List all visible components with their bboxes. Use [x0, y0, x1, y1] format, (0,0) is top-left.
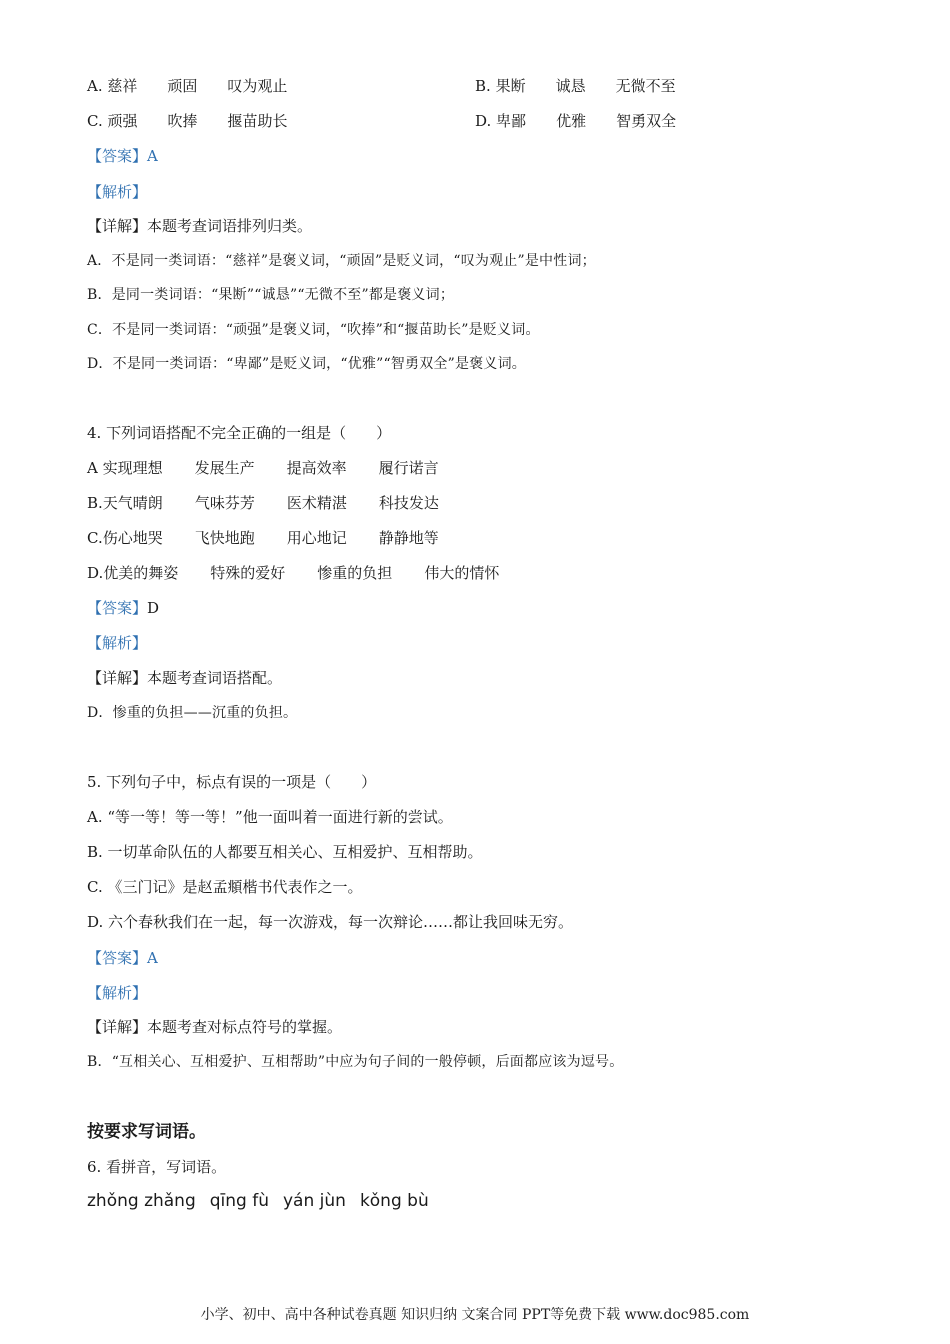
q4-option-d: D.优美的舞姿 特殊的爱好 惨重的负担 伟大的情怀 — [87, 564, 500, 582]
q5-option-a: A. “等一等！等一等！”他一面叫着一面进行新的尝试。 — [87, 808, 453, 826]
q5-option-d: D. 六个春秋我们在一起，每一次游戏，每一次辩论……都让我回味无穷。 — [87, 913, 574, 931]
q6-question: 6. 看拼音，写词语。 — [87, 1158, 227, 1176]
q5-option-c: C. 《三门记》是赵孟頫楷书代表作之一。 — [87, 878, 363, 896]
q4-option-b: B.天气晴朗 气味芬芳 医术精湛 科技发达 — [87, 494, 439, 512]
q5-explanation-b: B．“互相关心、互相爱护、互相帮助”中应为句子间的一般停顿，后面都应该为逗号。 — [87, 1054, 624, 1070]
q5-answer: 【答案】A — [87, 949, 158, 967]
page-footer: 小学、初中、高中各种试卷真题 知识归纳 文案合同 PPT等免费下载 www.doc985.com — [200, 1307, 750, 1323]
q3-answer — [87, 146, 158, 166]
q5-option-b: B. 一切革命队伍的人都要互相关心、互相爱护、互相帮助。 — [87, 843, 483, 861]
q4-analysis: 【解析】 — [87, 634, 148, 652]
q5-analysis: 【解析】 — [87, 984, 148, 1002]
q3-explanation-b: B．是同一类词语：“果断”“诚恳”“无微不至”都是褒义词； — [87, 287, 455, 303]
pinyin-item: zhǒng zhǎng — [87, 1191, 196, 1211]
q3-option-d: D. 卑鄙 优雅 智勇双全 — [475, 112, 677, 130]
pinyin-item: qīng fù — [209, 1191, 269, 1211]
answer-tag: 【答案】 — [87, 147, 148, 165]
q5-question: 5. 下列句子中，标点有误的一项是（ ） — [87, 773, 377, 791]
q3-explanation-c: C．不是同一类词语：“顽强”是褒义词，“吹捧”和“揠苗助长”是贬义词。 — [87, 322, 540, 338]
answer-value: A — [147, 147, 158, 165]
section-heading: 按要求写词语。 — [87, 1122, 206, 1142]
q3-option-b: B. 果断 诚恳 无微不至 — [475, 77, 676, 95]
q3-option-c: C. 顽强 吹捧 揠苗助长 — [87, 112, 288, 130]
q4-explanation-d: D．惨重的负担——沉重的负担。 — [87, 705, 298, 721]
q4-option-a: A 实现理想 发展生产 提高效率 履行诺言 — [87, 459, 439, 477]
q4-option-c: C.伤心地哭 飞快地跑 用心地记 静静地等 — [87, 529, 439, 547]
q5-detail: 【详解】本题考查对标点符号的掌握。 — [87, 1018, 343, 1036]
q3-analysis: 【解析】 — [87, 183, 148, 201]
q3-option-a: A. 慈祥 顽固 叹为观止 — [87, 77, 288, 95]
pinyin-item: yán jùn — [283, 1191, 346, 1211]
q3-explanation-d: D．不是同一类词语：“卑鄙”是贬义词，“优雅”“智勇双全”是褒义词。 — [87, 356, 526, 372]
q4-answer: 【答案】D — [87, 599, 160, 617]
q4-question: 4. 下列词语搭配不完全正确的一组是（ ） — [87, 424, 392, 442]
q3-detail: 【详解】本题考查词语排列归类。 — [87, 217, 313, 235]
q3-explanation-a: A．不是同一类词语：“慈祥”是褒义词，“顽固”是贬义词，“叹为观止”是中性词； — [87, 253, 596, 269]
q4-detail: 【详解】本题考查词语搭配。 — [87, 669, 283, 687]
pinyin-item: kǒng bù — [359, 1191, 429, 1211]
pinyin-row — [87, 1190, 429, 1212]
